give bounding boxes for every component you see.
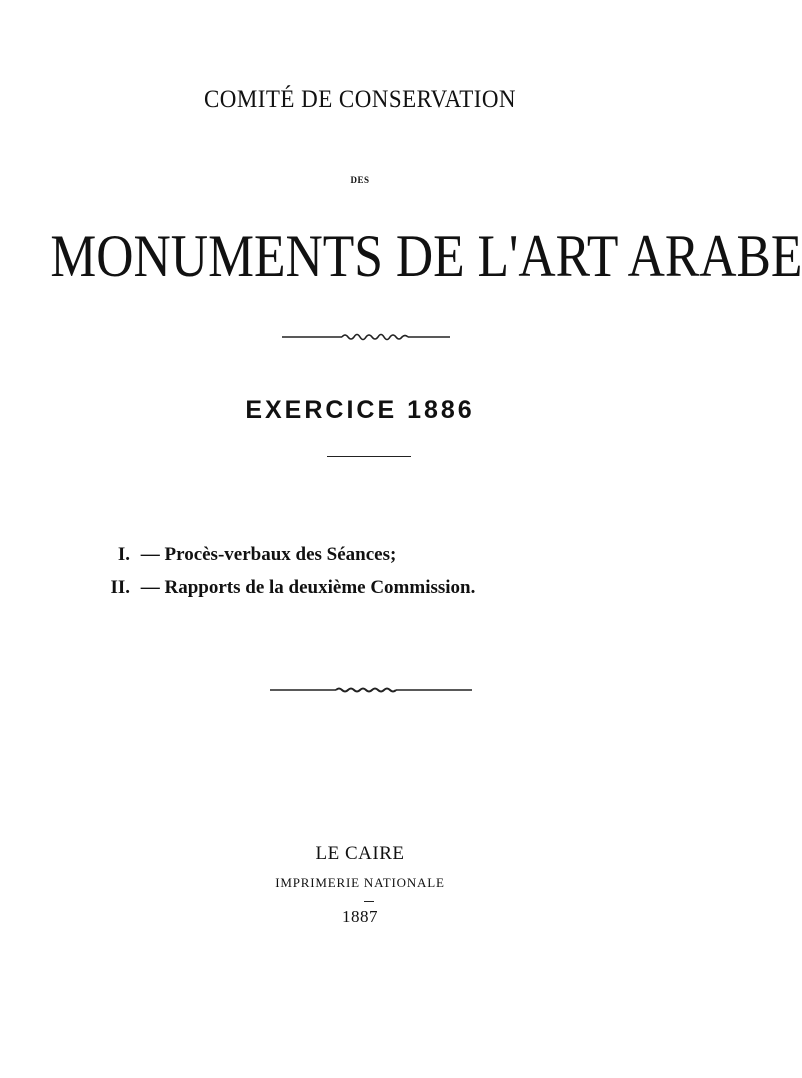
ornament-divider-bottom (268, 684, 474, 696)
committee-heading: COMITÉ DE CONSERVATION (204, 86, 516, 113)
item-dash: — (140, 544, 160, 565)
item-text: Rapports de la deuxième Commission. (164, 577, 476, 598)
ornament-divider-top (280, 330, 452, 344)
short-rule (327, 456, 411, 457)
imprint-printer: IMPRIMERIE NATIONALE (275, 875, 445, 890)
list-item (100, 571, 475, 604)
imprint-city: LE CAIRE (315, 843, 405, 864)
main-title: MONUMENTS DE L'ART ARABE (50, 223, 802, 289)
item-dash: — (140, 577, 160, 598)
item-number: I. (117, 544, 130, 565)
imprint-dash (364, 901, 374, 902)
item-text: Procès-verbaux des Séances; (164, 544, 397, 565)
exercise-year-heading: EXERCICE 1886 (245, 396, 475, 424)
contents-list (100, 538, 475, 604)
imprint-year: 1887 (342, 907, 378, 926)
item-number: II. (110, 577, 130, 598)
des-connector: DES (350, 175, 370, 185)
list-item (100, 538, 475, 571)
